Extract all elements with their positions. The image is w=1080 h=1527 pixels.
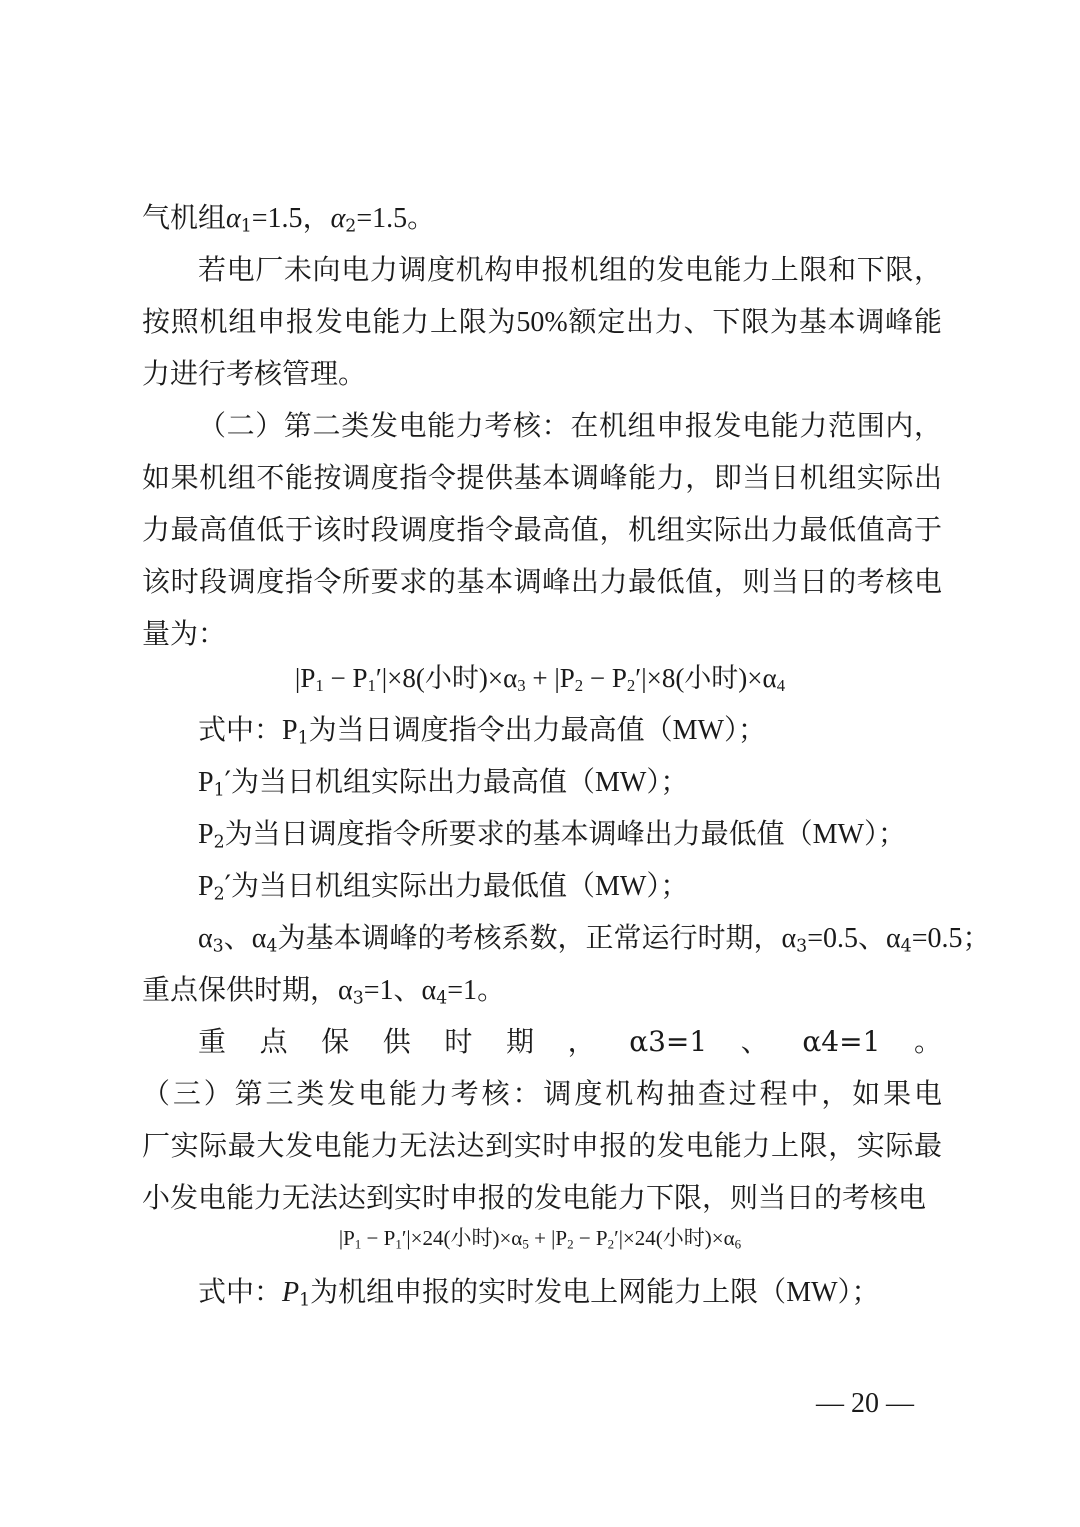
- formula-assessment-3: $|P_1 - P_1'|\times 24$(小时)$\times\alpha_5 + |P_2 - P_2'|\times 24$(小时)$\times\alpha_6$: [338, 1226, 742, 1252]
- text-line-07: 力最高值低于该时段调度指令最高值，机组实际出力最低值高于: [142, 513, 942, 546]
- text-line-10: 式中：$P_1$为当日调度指令出力最高值（MW）；: [198, 713, 766, 749]
- text-line-17: （三）第三类发电能力考核：调度机构抽查过程中，如果电: [142, 1077, 942, 1110]
- text-line-15: 重点保供时期，$\alpha_3=1$、$\alpha_4=1$。: [142, 973, 506, 1009]
- text-line-11: $P_1'$为当日机组实际出力最高值（MW）；: [198, 765, 689, 801]
- text-line-02: 若电厂未向电力调度机构申报机组的发电能力上限和下限，: [198, 253, 942, 286]
- text-line-18: 厂实际最大发电能力无法达到实时申报的发电能力上限，实际最: [142, 1129, 942, 1162]
- text-line-14: $\alpha_3$、$\alpha_4$为基本调峰的考核系数，正常运行时期，$\alpha_3=0.5$、$\alpha_4=0.5$；: [198, 921, 991, 957]
- text-line-08: 该时段调度指令所要求的基本调峰出力最低值，则当日的考核电: [142, 565, 942, 598]
- text-line-01: 气机组$\alpha_1=1.5$，$\alpha_2=1.5$。: [142, 201, 436, 237]
- text-line-19: 小发电能力无法达到实时申报的发电能力下限，则当日的考核电: [142, 1181, 927, 1214]
- page-number: — 20 —: [816, 1388, 914, 1419]
- text-line-16: 重点保供时期，α3=1、α4=1。: [198, 1025, 942, 1058]
- text-line-06: 如果机组不能按调度指令提供基本调峰能力，即当日机组实际出: [142, 461, 942, 494]
- text-line-13: $P_2'$为当日机组实际出力最低值（MW）；: [198, 869, 689, 905]
- text-line-09: 量为：: [142, 617, 227, 650]
- text-line-04: 力进行考核管理。: [142, 357, 367, 390]
- text-line-12: $P_2$为当日调度指令所要求的基本调峰出力最低值（MW）；: [198, 817, 906, 853]
- text-line-05: （二）第二类发电能力考核：在机组申报发电能力范围内，: [198, 409, 942, 442]
- formula-assessment-2: $|P_1 - P_1'|\times 8$(小时)$\times\alpha_3 + |P_2 - P_2'|\times 8$(小时)$\times\alpha_4$: [294, 663, 786, 696]
- text-line-03: 按照机组申报发电能力上限为50%额定出力、下限为基本调峰能: [142, 305, 942, 338]
- text-line-20: 式中：$P_1$为机组申报的实时发电上网能力上限（MW）；: [198, 1275, 880, 1311]
